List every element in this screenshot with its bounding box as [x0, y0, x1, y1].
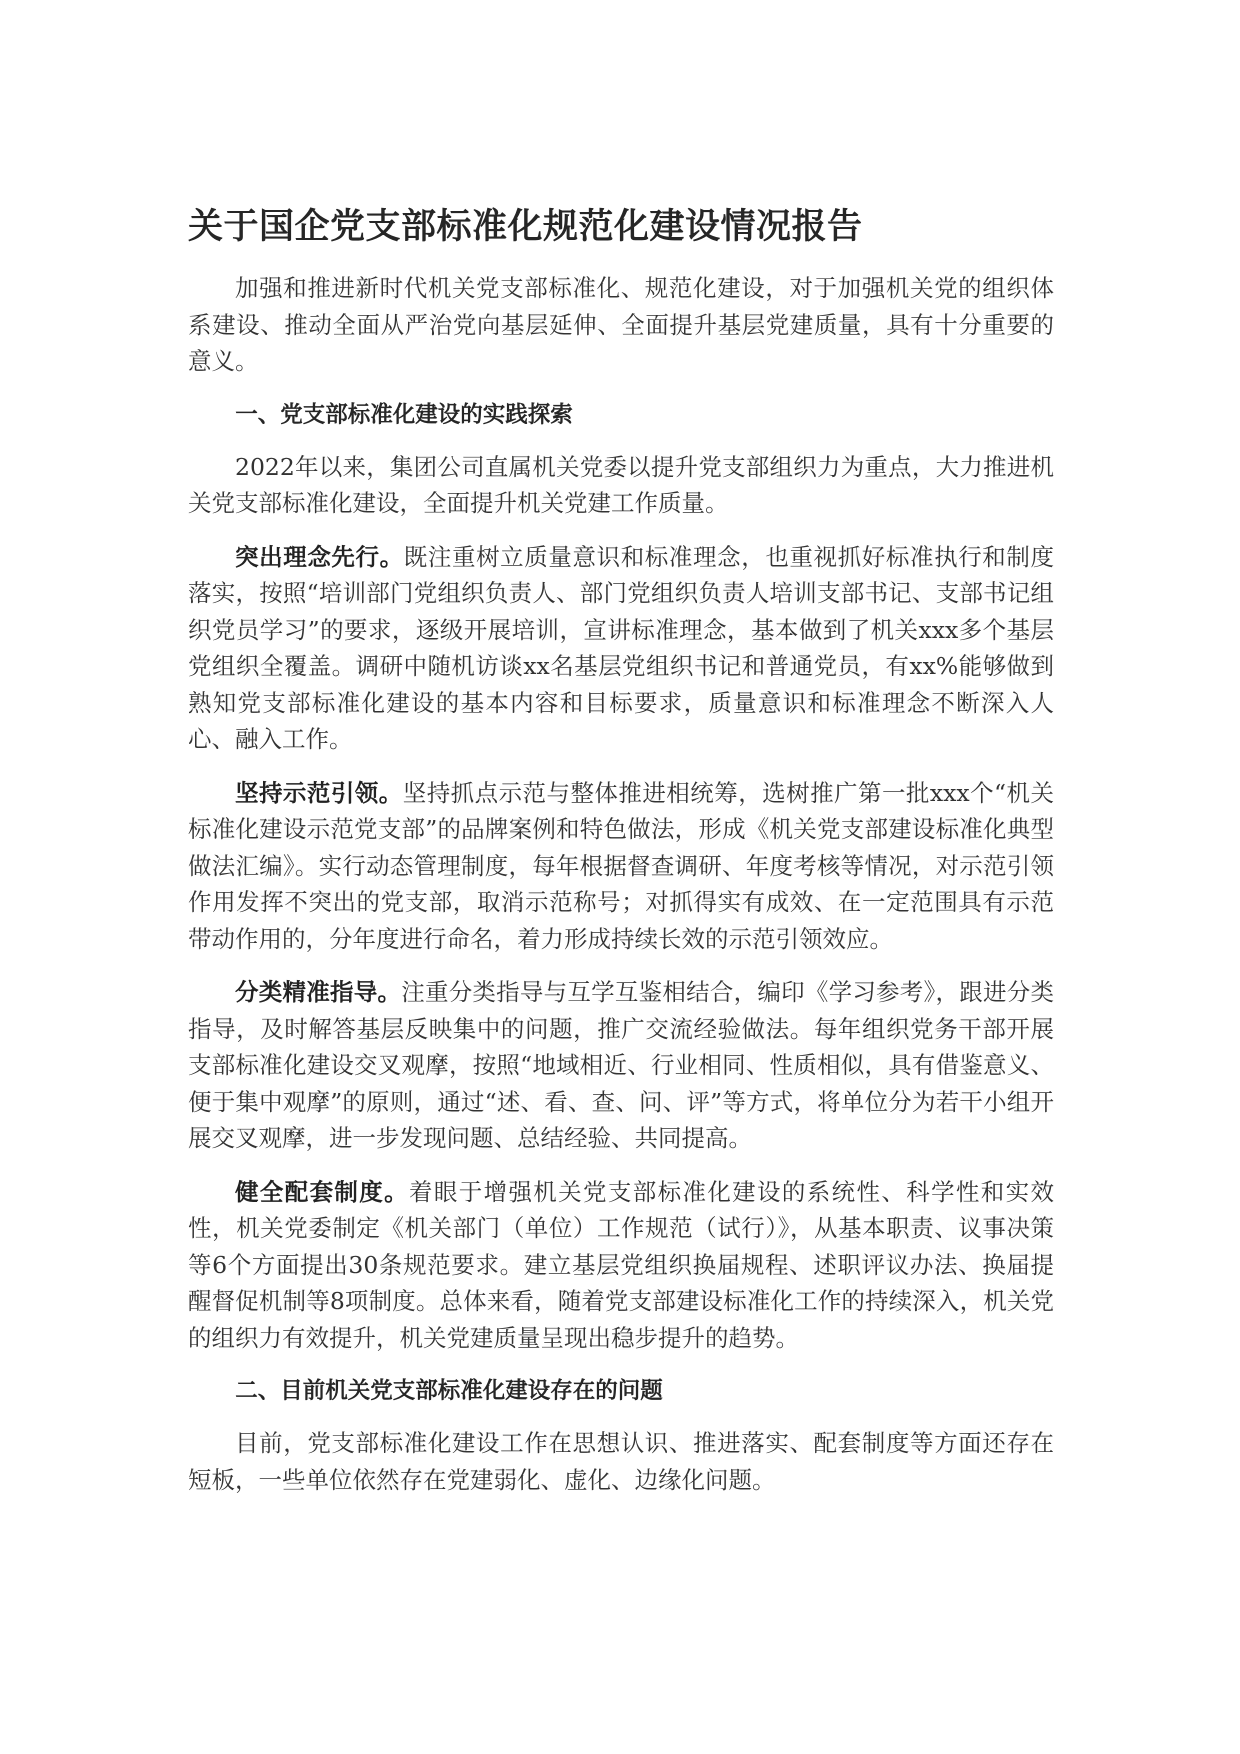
intro-paragraph: 加强和推进新时代机关党支部标准化、规范化建设，对于加强机关党的组织体系建设、推动全面从严治党向基层延伸、全面提升基层党建质量，具有十分重要的意义。 [188, 274, 1054, 375]
section-2-heading: 二、目前机关党支部标准化建设存在的问题 [235, 1378, 663, 1404]
section-1-intro: 2022年以来，集团公司直属机关党委以提升党支部组织力为重点，大力推进机关党支部标准化建设，全面提升机关党建工作质量。 [188, 452, 1054, 517]
item-text: 坚持抓点示范与整体推进相统筹，选树推广第一批xxx个“机关标准化建设示范党支部”的品牌案例和特色做法，形成《机关党支部建设标准化典型做法汇编》。实行动态管理制度，每年根据督查调研、年度考核等情况，对示范引领作用发挥不突出的党支部，取消示范称号；对抓得实有成效、在一定范围具有示范带动作用的，分年度进行命名，着力形成持续长效的示范引领效应。 [188, 778, 1054, 953]
section-1-item-4 [188, 1174, 1054, 1357]
item-lead: 分类精准指导。 [235, 978, 402, 1006]
section-1-heading: 一、党支部标准化建设的实践探索 [235, 401, 573, 428]
section-1-item-3 [188, 974, 1054, 1157]
item-text: 既注重树立质量意识和标准理念，也重视抓好标准执行和制度落实，按照“培训部门党组织负责人、部门党组织负责人培训支部书记、支部书记组织党员学习”的要求，逐级开展培训，宣讲标准理念，基本做到了机关xxx多个基层党组织全覆盖。调研中随机访谈xx名基层党组织书记和普通党员，有xx%能够做到熟知党支部标准化建设的基本内容和目标要求，质量意识和标准理念不断深入人心、融入工作。 [188, 542, 1055, 753]
section-1-item-2 [188, 775, 1054, 958]
item-text: 注重分类指导与互学互鉴相结合，编印《学习参考》，跟进分类指导，及时解答基层反映集中的问题，推广交流经验做法。每年组织党务干部开展支部标准化建设交叉观摩，按照“地域相近、行业相同、性质相似，具有借鉴意义、便于集中观摩”的原则，通过“述、看、查、问、评”等方式，将单位分为若干小组开展交叉观摩，进一步发现问题、总结经验、共同提高。 [188, 978, 1055, 1152]
item-text: 着眼于增强机关党支部标准化建设的系统性、科学性和实效性，机关党委制定《机关部门（单位）工作规范（试行）》，从基本职责、议事决策等6个方面提出30条规范要求。建立基层党组织换届规程、述职评议办法、换届提醒督促机制等8项制度。总体来看，随着党支部建设标准化工作的持续深入，机关党的组织力有效提升，机关党建质量呈现出稳步提升的趋势。 [188, 1177, 1054, 1352]
section-1-item-1 [188, 539, 1054, 758]
item-lead: 坚持示范引领。 [235, 778, 403, 807]
document-title: 关于国企党支部标准化规范化建设情况报告 [188, 207, 863, 247]
section-2-intro: 目前，党支部标准化建设工作在思想认识、推进落实、配套制度等方面还存在短板，一些单位依然存在党建弱化、虚化、边缘化问题。 [188, 1429, 1054, 1494]
item-lead: 健全配套制度。 [235, 1177, 410, 1206]
document-page [188, 202, 1054, 1515]
item-lead: 突出理念先行。 [235, 542, 404, 571]
